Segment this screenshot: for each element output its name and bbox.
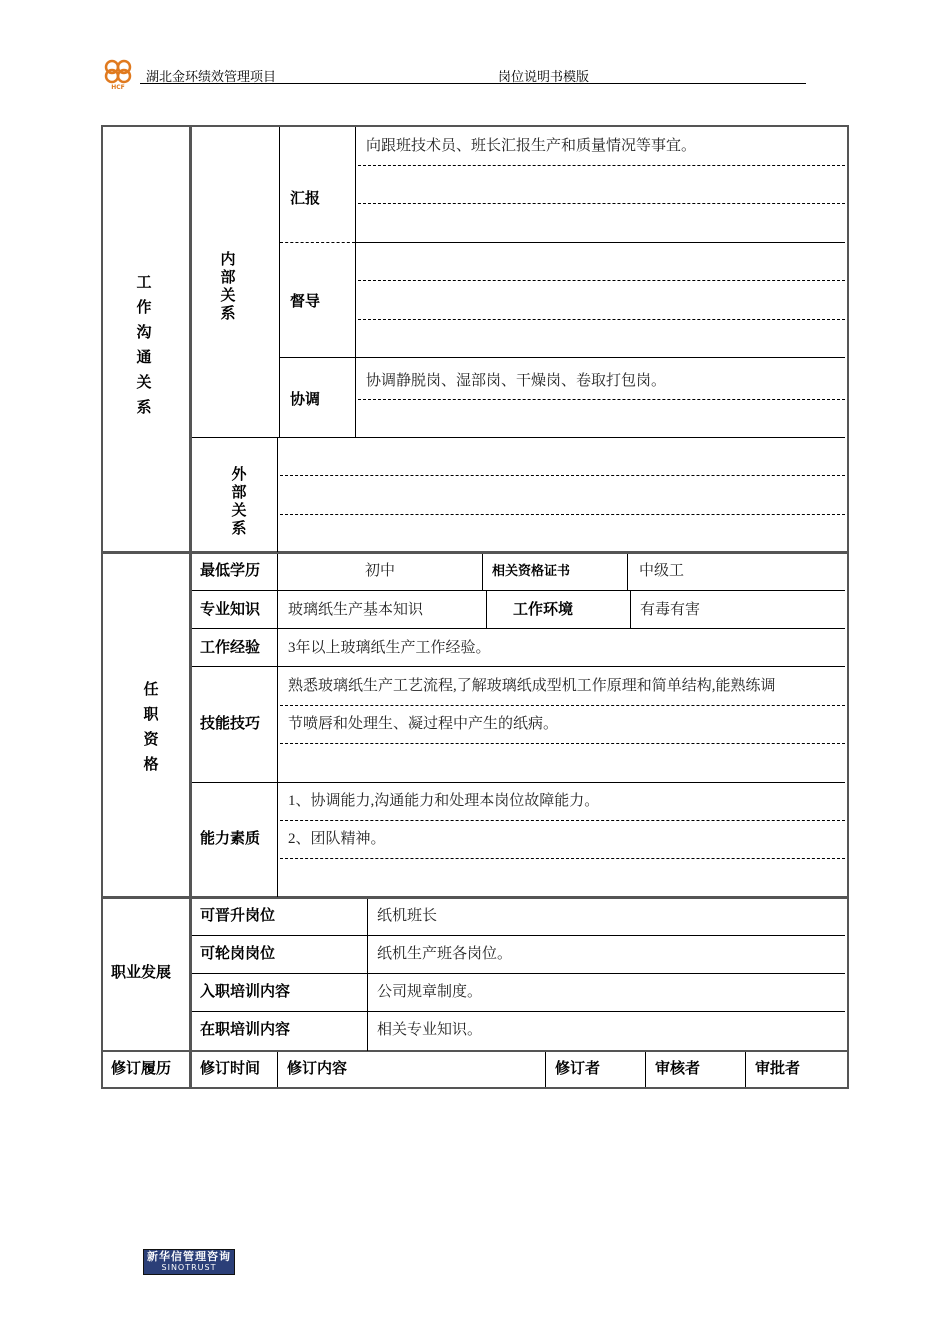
company-logo bbox=[100, 56, 136, 90]
table-rule bbox=[280, 858, 845, 859]
table-rule bbox=[358, 319, 845, 320]
onjob-training-value: 相关专业知识。 bbox=[377, 1022, 483, 1038]
table-rule bbox=[277, 1052, 278, 1087]
table-rule bbox=[192, 973, 845, 974]
min-education-label: 最低学历 bbox=[200, 561, 261, 579]
footer-logo-cn: 新华信管理咨询 bbox=[147, 1250, 231, 1263]
table-rule bbox=[627, 554, 628, 590]
coordinate-text: 协调静脱岗、湿部岗、干燥岗、卷取打包岗。 bbox=[366, 373, 667, 389]
skills-line-1: 熟悉玻璃纸生产工艺流程,了解玻璃纸成型机工作原理和简单结构,能熟练调 bbox=[288, 678, 776, 694]
skills-label: 技能技巧 bbox=[200, 714, 261, 732]
table-rule bbox=[192, 666, 845, 667]
table-rule bbox=[358, 280, 845, 281]
onboarding-training-label: 入职培训内容 bbox=[200, 982, 291, 1000]
coordinate-label: 协调 bbox=[290, 390, 321, 408]
environment-value: 有毒有害 bbox=[640, 602, 701, 618]
reviewer-header: 审核者 bbox=[655, 1059, 701, 1077]
internal-relations-label: 内 部 关 系 bbox=[220, 250, 236, 322]
environment-label: 工作环境 bbox=[513, 600, 574, 618]
revision-content-header: 修订内容 bbox=[287, 1059, 348, 1077]
approver-header: 审批者 bbox=[755, 1059, 801, 1077]
revision-time-header: 修订时间 bbox=[200, 1059, 261, 1077]
reviser-header: 修订者 bbox=[555, 1059, 601, 1077]
certificate-value: 中级工 bbox=[639, 563, 685, 579]
table-rule bbox=[192, 1011, 845, 1012]
table-rule bbox=[192, 782, 845, 783]
header-rule bbox=[140, 83, 806, 84]
table-rule bbox=[192, 437, 845, 438]
revision-section-label: 修订履历 bbox=[111, 1059, 172, 1077]
table-rule bbox=[358, 165, 845, 166]
table-rule bbox=[630, 590, 631, 628]
ability-line-1: 1、协调能力,沟通能力和处理本岗位故障能力。 bbox=[288, 793, 600, 809]
table-rule bbox=[277, 554, 278, 897]
section-divider bbox=[103, 551, 847, 554]
table-rule bbox=[192, 628, 845, 629]
table-rule bbox=[192, 590, 845, 591]
section-divider bbox=[103, 896, 847, 899]
table-rule bbox=[545, 1052, 546, 1087]
document-title: 岗位说明书模版 bbox=[498, 69, 590, 84]
company-name: 湖北金环绩效管理项目 bbox=[146, 69, 277, 84]
report-text: 向跟班技术员、班长汇报生产和质量情况等事宜。 bbox=[366, 138, 697, 154]
table-rule bbox=[358, 399, 845, 400]
min-education-value: 初中 bbox=[365, 563, 396, 579]
onjob-training-label: 在职培训内容 bbox=[200, 1020, 291, 1038]
column-divider bbox=[189, 127, 192, 1087]
table-rule bbox=[280, 514, 845, 515]
experience-label: 工作经验 bbox=[200, 638, 261, 656]
onboarding-training-value: 公司规章制度。 bbox=[377, 984, 483, 1000]
knowledge-label: 专业知识 bbox=[200, 600, 261, 618]
supervise-label: 督导 bbox=[290, 292, 321, 310]
rotation-label: 可轮岗岗位 bbox=[200, 944, 276, 962]
section-divider bbox=[103, 1050, 847, 1052]
career-section-label: 职业发展 bbox=[111, 963, 172, 981]
table-rule bbox=[645, 1052, 646, 1087]
rotation-value: 纸机生产班各岗位。 bbox=[377, 946, 513, 962]
table-rule bbox=[280, 743, 845, 744]
promotion-label: 可晋升岗位 bbox=[200, 906, 276, 924]
ability-line-2: 2、团队精神。 bbox=[288, 831, 386, 847]
table-rule bbox=[280, 357, 845, 358]
table-rule bbox=[367, 899, 368, 1051]
table-rule bbox=[482, 554, 483, 590]
certificate-label: 相关资格证书 bbox=[492, 564, 571, 579]
table-rule bbox=[486, 590, 487, 628]
report-label: 汇报 bbox=[290, 189, 321, 207]
external-relations-label: 外 部 关 系 bbox=[231, 465, 247, 537]
table-rule bbox=[279, 127, 280, 437]
table-rule bbox=[280, 705, 845, 706]
experience-value: 3年以上玻璃纸生产工作经验。 bbox=[288, 640, 491, 656]
table-rule bbox=[280, 820, 845, 821]
communication-section-label: 工 作 沟 通 关 系 bbox=[136, 273, 152, 416]
footer-logo-en: SINOTRUST bbox=[161, 1263, 217, 1272]
qualification-section-label: 任 职 资 格 bbox=[143, 680, 159, 773]
table-rule bbox=[192, 935, 845, 936]
table-rule bbox=[355, 242, 845, 243]
table-rule bbox=[358, 203, 845, 204]
table-rule bbox=[280, 475, 845, 476]
ability-label: 能力素质 bbox=[200, 829, 261, 847]
knowledge-value: 玻璃纸生产基本知识 bbox=[288, 602, 424, 618]
table-rule bbox=[355, 127, 356, 437]
footer-logo bbox=[143, 1249, 235, 1275]
table-rule bbox=[745, 1052, 746, 1087]
logo-text: HCF bbox=[111, 84, 125, 90]
table-rule bbox=[277, 437, 278, 552]
table-rule bbox=[280, 242, 355, 243]
promotion-value: 纸机班长 bbox=[377, 908, 438, 924]
skills-line-2: 节喷唇和处理生、凝过程中产生的纸病。 bbox=[288, 716, 559, 732]
